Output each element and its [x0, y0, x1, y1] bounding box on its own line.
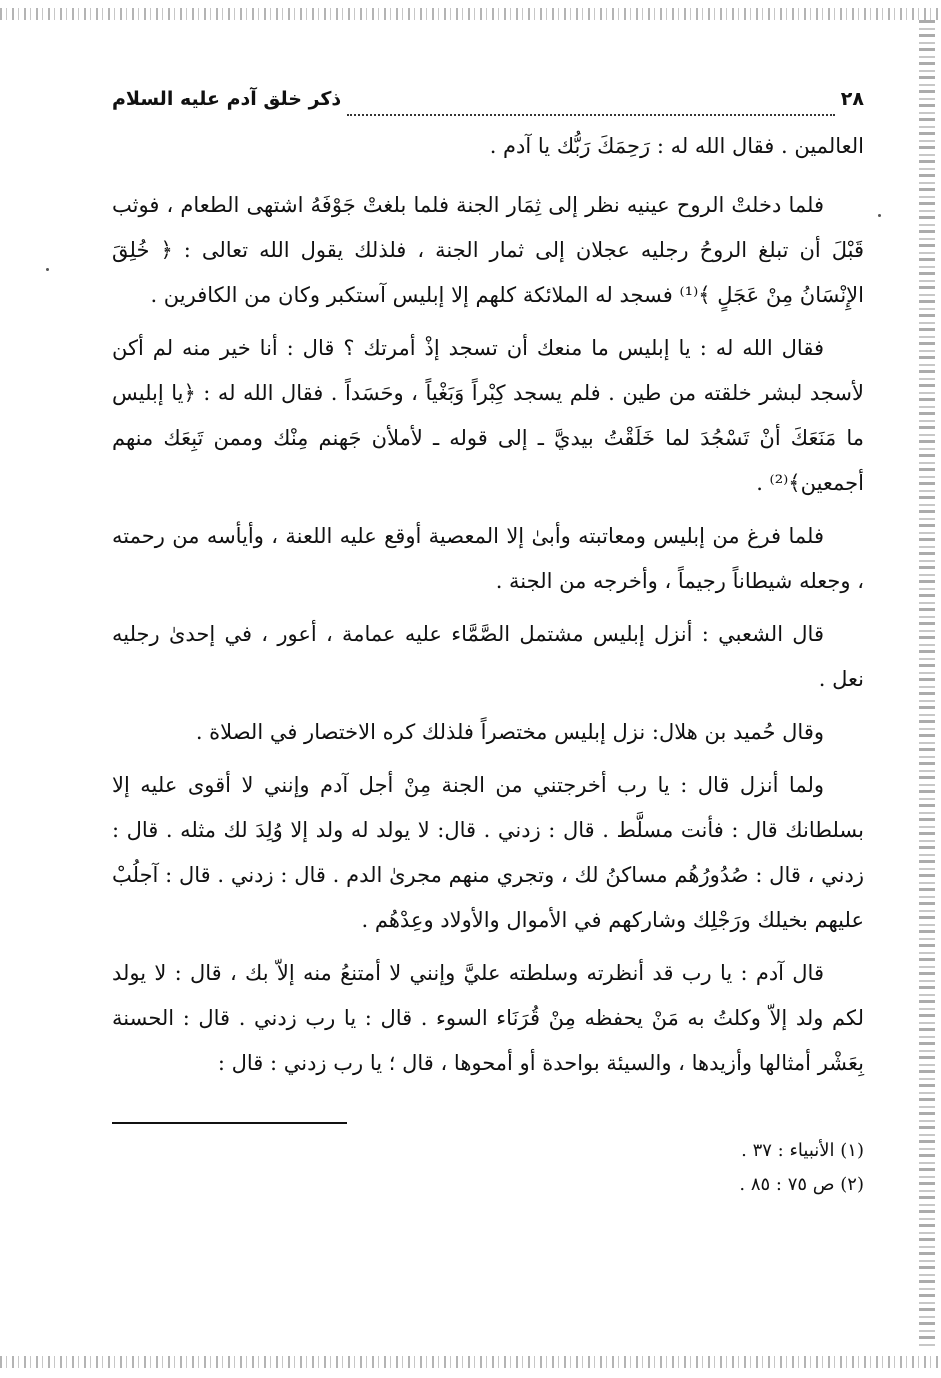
footnotes	[112, 1134, 864, 1202]
scan-speck	[46, 268, 49, 271]
header-leader-dots	[347, 113, 835, 116]
scan-speck	[878, 214, 881, 217]
paragraph: فلما فرغ من إبليس ومعاتبته وأبىٰ إلا المعصية أوقع عليه اللعنة ، وأيأسه من رحمته ، وجعله شيطاناً رجيماً ، وأخرجه من الجنة .	[112, 524, 864, 593]
paragraph: ولما أنزل قال : يا رب أخرجتني من الجنة مِنْ أجل آدم وإنني لا أقوى عليه إلا بسلطانك قال : فأنت مسلَّط . قال : زدني . قال: لا يولد له ولد إلا وُلِدَ لك مثله . قال : زدني ، قال : صُدُورُهُم مساكنُ لك ، وتجري منهم مجرىٰ الدم . قال : زدني . قال : آجلُبْ عليهم بخيلك ورَجْلِك وشاركهم في الأموال والأولاد وعِدْهُم .	[112, 773, 864, 932]
footnote-separator	[112, 1122, 347, 1124]
decorative-border-right	[919, 20, 935, 1350]
main-text	[112, 124, 864, 1086]
paragraph: فقال الله له : يا إبليس ما منعك أن تسجد إذْ أمرتك ؟ قال : أنا خير منه لم أكن لأسجد لبشر خلقته من طين . فلم يسجد كِبْراً وَبَغْياً ، وحَسَداً . فقال الله له : ﴿يا إبليس ما مَنَعَكَ أنْ تَسْجُدَ لما خَلَقْتُ بيديَّ ـ إلى قوله ـ لأملأن جَهنم مِنْك وممن تَبِعَك منهم أجمعين﴾⁽²⁾ .	[112, 336, 864, 495]
paragraph: قال الشعبي : أنزل إبليس مشتمل الصَّمَّاء عليه عمامة ، أعور ، في إحدىٰ رجليه نعل .	[112, 622, 864, 691]
paragraph: قال آدم : يا رب قد أنظرته وسلطته عليَّ وإنني لا أمتنعُ منه إلاّ بك ، قال : لا يولد لكم ولد إلاّ وكلتُ به مَنْ يحفظه مِنْ قُرَنَاء السوء . قال : يا رب زدني . قال : الحسنة بِعَشْر أمثالها وأزيدها ، والسيئة بواحدة أو أمحوها ، قال ؛ يا رب زدني : قال :	[112, 961, 864, 1075]
chapter-title: ذكر خلق آدم عليه السلام	[112, 88, 342, 110]
paragraph: فلما دخلتْ الروح عينيه نظر إلى ثِمَار الجنة فلما بلغتْ جَوْفَهُ اشتهى الطعام ، فوثب قَبْلَ أن تبلغ الروحُ رجليه عجلان إلى ثمار الجنة ، فلذلك يقول الله تعالى : ﴿ خُلِقَ الإِنْسَانُ مِنْ عَجَلٍ ﴾⁽¹⁾ فسجد له الملائكة كلهم إلا إبليس آستكبر وكان من الكافرين .	[112, 193, 864, 307]
decorative-border-bottom	[0, 1356, 941, 1368]
running-header	[112, 88, 864, 124]
footnote: (٢) ص ٧٥ : ٨٥ .	[739, 1174, 864, 1195]
page-number: ٢٨	[840, 88, 864, 110]
footnote: (١) الأنبياء : ٣٧ .	[741, 1140, 864, 1161]
paragraph: وقال حُميد بن هلال: نزل إبليس مختصراً فلذلك كره الاختصار في الصلاة .	[195, 720, 824, 744]
decorative-border-top	[0, 8, 941, 20]
book-page	[112, 88, 864, 1202]
paragraph: العالمين . فقال الله له : رَحِمَكَ رَبُّك يا آدم .	[489, 134, 864, 158]
